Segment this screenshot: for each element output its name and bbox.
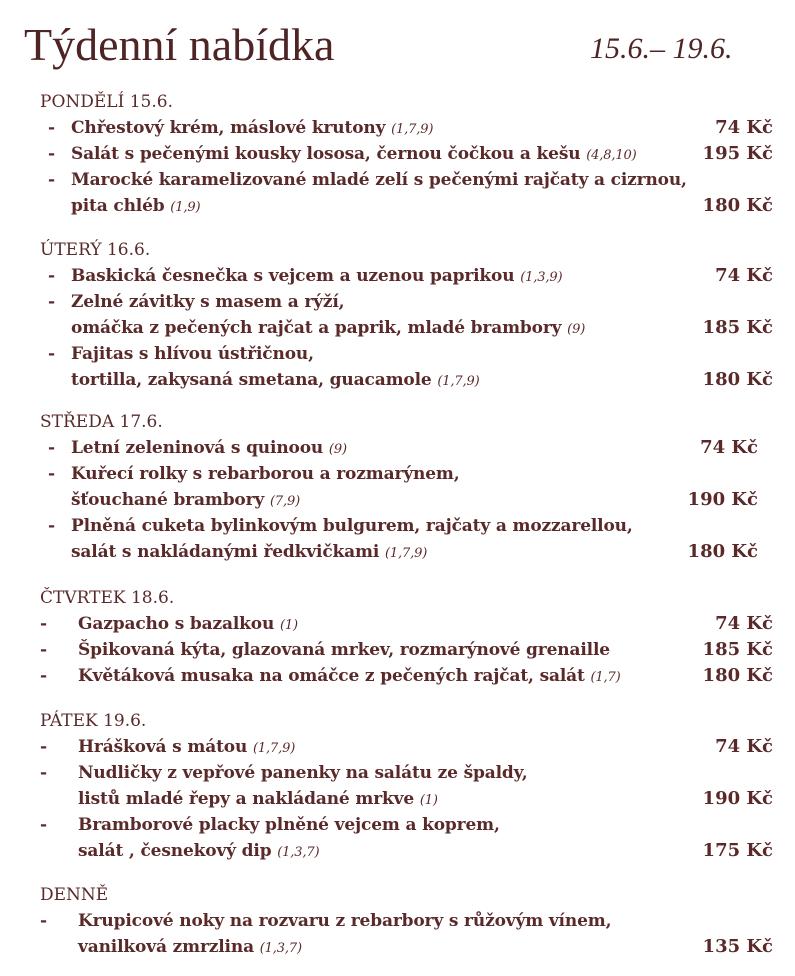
allergens: (1,7,9): [391, 122, 434, 137]
allergens: (1,3,7): [277, 845, 320, 860]
price: 180 Kč: [702, 195, 773, 216]
price: 185 Kč: [702, 639, 773, 660]
dish-text: [71, 344, 314, 364]
dish-name: Zelné závitky s masem a rýží,: [71, 292, 345, 312]
allergens: (1,7,9): [252, 741, 296, 756]
dish-text: [78, 815, 500, 835]
day-heading: PONDĚLÍ 15.6.: [40, 92, 173, 112]
dish-text: [71, 318, 585, 338]
price: 74 Kč: [715, 265, 773, 286]
allergens: (9): [328, 442, 347, 457]
dish-text: [78, 614, 298, 634]
dish-text: [71, 196, 200, 216]
dish-name: Krupicové noky na rozvaru z rebarbory s růžovým vínem,: [78, 911, 612, 931]
day-heading: PÁTEK 19.6.: [40, 711, 147, 731]
dish-name: listů mladé řepy a nakládané mrkve: [78, 789, 415, 809]
day-heading: ČTVRTEK 18.6.: [40, 588, 175, 608]
dish-name: salát s nakládanými ředkvičkami: [71, 542, 380, 562]
dish-text: [78, 789, 438, 809]
dish-text: [78, 841, 319, 861]
allergens: (1,9): [170, 200, 201, 215]
dish-name: Špikovaná kýta, glazovaná mrkev, rozmarýnové grenaille: [78, 640, 610, 660]
allergens: (1,7,9): [384, 546, 428, 561]
dish-text: [71, 516, 633, 536]
dish-name: Salát s pečenými kousky lososa, černou čočkou a kešu: [71, 144, 581, 164]
dish-text: [78, 666, 621, 686]
dish-text: [78, 763, 528, 783]
item-bullet: -: [48, 438, 56, 458]
price: 185 Kč: [702, 317, 773, 338]
allergens: (1,7,9): [437, 374, 480, 389]
dish-text: [71, 144, 637, 164]
dish-name: pita chléb: [71, 196, 165, 216]
price: 135 Kč: [702, 936, 773, 957]
dish-text: [71, 490, 300, 510]
price: 190 Kč: [687, 489, 758, 510]
item-bullet: -: [48, 144, 56, 164]
item-bullet: -: [40, 911, 48, 931]
item-bullet: -: [48, 118, 56, 138]
price: 74 Kč: [700, 437, 758, 458]
dish-text: [71, 266, 562, 286]
dish-name: Marocké karamelizované mladé zelí s pečenými rajčaty a cizrnou,: [71, 170, 687, 190]
item-bullet: -: [48, 464, 56, 484]
allergens: (7,9): [269, 494, 301, 509]
dish-name: Fajitas s hlívou ústřičnou,: [71, 344, 314, 364]
dish-name: Plněná cuketa bylinkovým bulgurem, rajčaty a mozzarellou,: [71, 516, 633, 536]
item-bullet: -: [48, 344, 56, 364]
dish-text: [71, 542, 427, 562]
price: 175 Kč: [702, 840, 773, 861]
price: 180 Kč: [702, 369, 773, 390]
dish-name: Bramborové placky plněné vejcem a koprem,: [78, 815, 500, 835]
week-dates: 15.6.– 19.6.: [590, 32, 733, 65]
dish-text: [78, 937, 302, 957]
dish-name: salát , česnekový dip: [78, 841, 272, 861]
allergens: (9): [567, 322, 586, 337]
item-bullet: -: [48, 292, 56, 312]
day-heading: DENNĚ: [40, 885, 109, 905]
allergens: (1,7): [590, 670, 621, 685]
item-bullet: -: [48, 170, 56, 190]
dish-name: Chřestový krém, máslové krutony: [71, 118, 386, 138]
price: 190 Kč: [702, 788, 773, 809]
price: 74 Kč: [715, 117, 773, 138]
allergens: (1,3,9): [520, 270, 563, 285]
dish-name: šťouchané brambory: [71, 490, 265, 510]
item-bullet: -: [40, 614, 48, 634]
dish-name: Letní zeleninová s quinoou: [71, 438, 324, 458]
dish-text: [71, 292, 344, 312]
dish-name: Kuřecí rolky s rebarborou a rozmarýnem,: [71, 464, 460, 484]
allergens: (1): [279, 618, 298, 633]
dish-name: vanilková zmrzlina: [78, 937, 254, 957]
price: 74 Kč: [715, 736, 773, 757]
item-bullet: -: [48, 516, 56, 536]
item-bullet: -: [40, 763, 48, 783]
day-heading: STŘEDA 17.6.: [40, 412, 163, 432]
dish-name: tortilla, zakysaná smetana, guacamole: [71, 370, 432, 390]
dish-name: Hrášková s mátou: [78, 737, 248, 757]
dish-text: [71, 370, 480, 390]
dish-name: Gazpacho s bazalkou: [78, 614, 275, 634]
dish-text: [78, 737, 295, 757]
price: 195 Kč: [702, 143, 773, 164]
allergens: (4,8,10): [586, 148, 637, 163]
price: 74 Kč: [715, 613, 773, 634]
dish-name: Květáková musaka na omáčce z pečených rajčat, salát: [78, 666, 585, 686]
price: 180 Kč: [687, 541, 758, 562]
allergens: (1): [419, 793, 438, 808]
item-bullet: -: [40, 815, 48, 835]
dish-name: omáčka z pečených rajčat a paprik, mladé brambory: [71, 318, 562, 338]
page-title: Týdenní nabídka: [24, 19, 335, 70]
dish-name: Baskická česnečka s vejcem a uzenou paprikou: [71, 266, 515, 286]
dish-text: [71, 170, 687, 190]
dish-text: [78, 911, 611, 931]
item-bullet: -: [40, 640, 48, 660]
dish-text: [71, 438, 347, 458]
item-bullet: -: [48, 266, 56, 286]
dish-text: [71, 118, 433, 138]
dish-name: Nudličky z vepřové panenky na salátu ze špaldy,: [78, 763, 528, 783]
dish-text: [78, 640, 610, 660]
price: 180 Kč: [702, 665, 773, 686]
day-heading: ÚTERÝ 16.6.: [40, 240, 151, 260]
item-bullet: -: [40, 737, 48, 757]
dish-text: [71, 464, 459, 484]
allergens: (1,3,7): [259, 941, 302, 956]
item-bullet: -: [40, 666, 48, 686]
